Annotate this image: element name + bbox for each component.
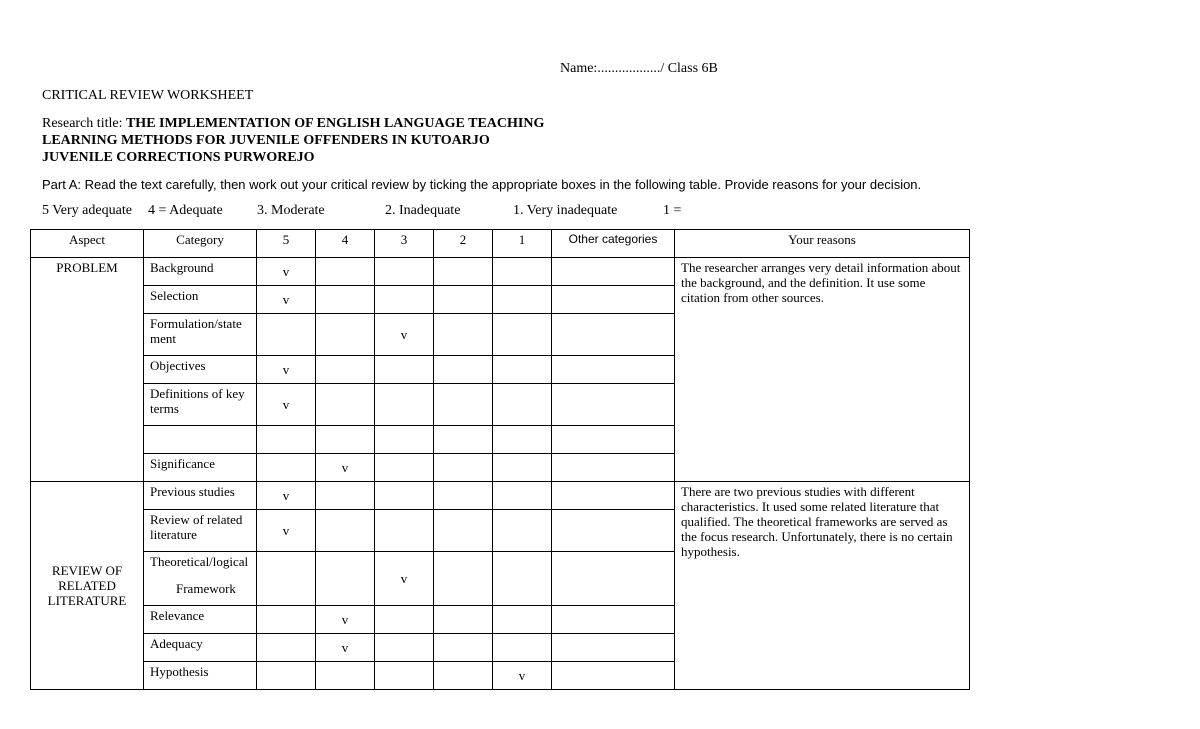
rating-3-cell[interactable] — [375, 662, 434, 690]
problem-section — [31, 258, 970, 482]
category-cell: Definitions of key terms — [144, 384, 257, 426]
research-title-line-2: LEARNING METHODS FOR JUVENILE OFFENDERS IN KUTOARJO — [42, 133, 490, 148]
category-cell: Significance — [144, 454, 257, 482]
header-3: 3 — [375, 230, 434, 258]
rating-2-cell[interactable] — [434, 482, 493, 510]
header-1: 1 — [493, 230, 552, 258]
category-cell: Formulation/state ment — [144, 314, 257, 356]
other-categories-cell — [552, 384, 675, 426]
rating-1-cell[interactable] — [493, 426, 552, 454]
review-aspect-cell: REVIEW OF RELATED LITERATURE — [31, 482, 144, 690]
header-2: 2 — [434, 230, 493, 258]
part-a-instructions: Part A: Read the text carefully, then work out your critical review by ticking the appropriate boxes in the following table. Provide reasons for your decision. — [42, 177, 922, 192]
rating-5-cell[interactable] — [257, 552, 316, 606]
rating-4-cell[interactable] — [316, 552, 375, 606]
research-title-line-3: JUVENILE CORRECTIONS PURWOREJO — [42, 150, 315, 165]
category-cell: Relevance — [144, 606, 257, 634]
rating-2-cell[interactable] — [434, 426, 493, 454]
table-header-row — [31, 230, 970, 258]
other-categories-cell — [552, 258, 675, 286]
rating-4-cell[interactable] — [316, 482, 375, 510]
rating-5-cell[interactable]: v — [257, 482, 316, 510]
category-cell — [144, 552, 257, 606]
other-categories-cell — [552, 606, 675, 634]
rating-5-cell[interactable] — [257, 454, 316, 482]
category-cell: Hypothesis — [144, 662, 257, 690]
other-categories-cell — [552, 634, 675, 662]
rating-4-cell[interactable] — [316, 356, 375, 384]
header-5: 5 — [257, 230, 316, 258]
rating-4-cell[interactable] — [316, 510, 375, 552]
rating-1-cell[interactable] — [493, 258, 552, 286]
other-categories-cell — [552, 286, 675, 314]
other-categories-cell — [552, 510, 675, 552]
other-categories-cell — [552, 662, 675, 690]
rating-2-cell[interactable] — [434, 356, 493, 384]
rating-1-cell[interactable] — [493, 606, 552, 634]
rating-1-cell[interactable] — [493, 552, 552, 606]
name-class-line: Name:................../ Class 6B — [560, 61, 718, 76]
category-cell: Previous studies — [144, 482, 257, 510]
rating-3-cell[interactable] — [375, 454, 434, 482]
rating-1-cell[interactable] — [493, 482, 552, 510]
category-cell: Review of related literature — [144, 510, 257, 552]
rating-3-cell[interactable] — [375, 606, 434, 634]
rating-4-cell[interactable]: v — [316, 634, 375, 662]
research-title-line-1: THE IMPLEMENTATION OF ENGLISH LANGUAGE TEACHING — [125, 116, 545, 131]
rating-2-cell[interactable] — [434, 314, 493, 356]
scale-3: 3. Moderate — [257, 203, 325, 218]
other-categories-cell — [552, 454, 675, 482]
rating-5-cell[interactable] — [257, 606, 316, 634]
category-cell: Objectives — [144, 356, 257, 384]
rating-5-cell[interactable] — [257, 314, 316, 356]
rating-4-cell[interactable]: v — [316, 606, 375, 634]
review-section — [31, 482, 970, 690]
rating-3-cell[interactable]: v — [375, 314, 434, 356]
rating-5-cell[interactable]: v — [257, 286, 316, 314]
critical-review-table — [30, 229, 970, 690]
rating-4-cell[interactable] — [316, 426, 375, 454]
header-other-categories: Other categories — [552, 230, 675, 258]
header-category: Category — [144, 230, 257, 258]
category-label-continued: Framework — [176, 581, 236, 596]
rating-3-cell[interactable] — [375, 258, 434, 286]
header-4: 4 — [316, 230, 375, 258]
rating-1-cell[interactable] — [493, 356, 552, 384]
rating-1-cell[interactable] — [493, 634, 552, 662]
other-categories-cell — [552, 314, 675, 356]
rating-2-cell[interactable] — [434, 606, 493, 634]
rating-5-cell[interactable] — [257, 662, 316, 690]
rating-1-cell[interactable] — [493, 286, 552, 314]
table-row — [31, 258, 970, 286]
rating-1-cell[interactable] — [493, 384, 552, 426]
rating-2-cell[interactable] — [434, 258, 493, 286]
problem-reason-cell: The researcher arranges very detail information about the background, and the definition. It use some citation from other sources. — [675, 258, 970, 482]
rating-2-cell[interactable] — [434, 286, 493, 314]
rating-4-cell[interactable] — [316, 314, 375, 356]
rating-5-cell[interactable]: v — [257, 384, 316, 426]
scale-4: 4 = Adequate — [148, 203, 223, 218]
header-aspect: Aspect — [31, 230, 144, 258]
problem-aspect-cell: PROBLEM — [31, 258, 144, 482]
rating-1-cell[interactable] — [493, 314, 552, 356]
scale-5: 5 Very adequate — [42, 203, 132, 218]
rating-1-cell[interactable] — [493, 454, 552, 482]
rating-1-cell[interactable] — [493, 510, 552, 552]
rating-2-cell[interactable] — [434, 552, 493, 606]
rating-4-cell[interactable] — [316, 662, 375, 690]
rating-3-cell[interactable] — [375, 426, 434, 454]
rating-5-cell[interactable]: v — [257, 510, 316, 552]
rating-4-cell[interactable]: v — [316, 454, 375, 482]
scale-2: 2. Inadequate — [385, 203, 461, 218]
review-reason-cell: There are two previous studies with different characteristics. It used some related literature that qualified. The theoretical frameworks are served as the focus research. Unfortunately, there is no certain hypothesis. — [675, 482, 970, 690]
rating-3-cell[interactable] — [375, 384, 434, 426]
category-cell: Adequacy — [144, 634, 257, 662]
other-categories-cell — [552, 552, 675, 606]
rating-2-cell[interactable] — [434, 384, 493, 426]
scale-1-blank: 1 = — [663, 203, 682, 218]
rating-3-cell[interactable] — [375, 510, 434, 552]
category-cell: Selection — [144, 286, 257, 314]
category-cell: Background — [144, 258, 257, 286]
rating-5-cell[interactable] — [257, 426, 316, 454]
rating-3-cell[interactable] — [375, 482, 434, 510]
rating-5-cell[interactable] — [257, 634, 316, 662]
rating-1-cell[interactable]: v — [493, 662, 552, 690]
research-title-block — [42, 115, 742, 166]
rating-5-cell[interactable]: v — [257, 356, 316, 384]
rating-3-cell[interactable] — [375, 356, 434, 384]
worksheet-title: CRITICAL REVIEW WORKSHEET — [42, 88, 254, 103]
other-categories-cell — [552, 426, 675, 454]
category-cell — [144, 426, 257, 454]
rating-4-cell[interactable] — [316, 286, 375, 314]
table-row — [31, 482, 970, 510]
rating-2-cell[interactable] — [434, 662, 493, 690]
header-your-reasons: Your reasons — [675, 230, 970, 258]
rating-3-cell[interactable] — [375, 286, 434, 314]
category-label: Theoretical/logical — [150, 554, 249, 569]
rating-2-cell[interactable] — [434, 510, 493, 552]
rating-5-cell[interactable]: v — [257, 258, 316, 286]
rating-2-cell[interactable] — [434, 454, 493, 482]
rating-3-cell[interactable]: v — [375, 552, 434, 606]
other-categories-cell — [552, 356, 675, 384]
rating-4-cell[interactable] — [316, 258, 375, 286]
scale-1: 1. Very inadequate — [513, 203, 618, 218]
rating-3-cell[interactable] — [375, 634, 434, 662]
rating-2-cell[interactable] — [434, 634, 493, 662]
rating-4-cell[interactable] — [316, 384, 375, 426]
research-title-label: Research title: — [42, 116, 126, 131]
other-categories-cell — [552, 482, 675, 510]
